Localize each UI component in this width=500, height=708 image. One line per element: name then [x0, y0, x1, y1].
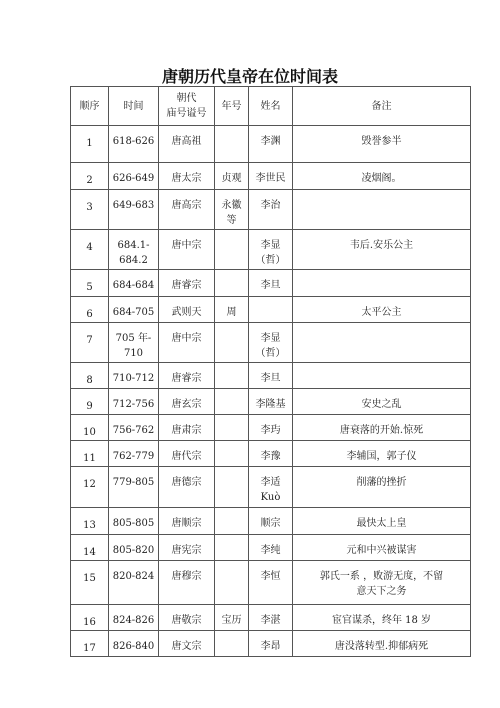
- cell-time: 712-756: [109, 389, 159, 415]
- cell-note: 毁誉参半: [293, 126, 471, 163]
- cell-order: 8: [71, 363, 109, 389]
- cell-time: 705 年- 710: [109, 323, 159, 363]
- header-temple-name: 朝代 庙号谥号: [159, 87, 215, 126]
- cell-temple-name: 唐中宗: [159, 323, 215, 363]
- cell-order: 13: [71, 508, 109, 535]
- cell-temple-name: 唐中宗: [159, 230, 215, 270]
- emperor-table: [70, 86, 471, 657]
- cell-order: 3: [71, 190, 109, 230]
- cell-name: 李显 （哲）: [249, 323, 293, 363]
- cell-time: 684-684: [109, 270, 159, 297]
- cell-order: 16: [71, 605, 109, 631]
- table-row: [71, 508, 471, 535]
- cell-order: 7: [71, 323, 109, 363]
- table-row: [71, 415, 471, 441]
- cell-name: 李渊: [249, 126, 293, 163]
- cell-name: 李湛: [249, 605, 293, 631]
- cell-note: 李辅国，郭子仪: [293, 441, 471, 467]
- cell-name: 李治: [249, 190, 293, 230]
- cell-era-name: [215, 389, 249, 415]
- cell-order: 10: [71, 415, 109, 441]
- cell-temple-name: 唐太宗: [159, 163, 215, 190]
- cell-name: 李纯: [249, 535, 293, 561]
- cell-era-name: [215, 631, 249, 657]
- cell-temple-name: 唐高祖: [159, 126, 215, 163]
- table-row: [71, 190, 471, 230]
- cell-era-name: [215, 270, 249, 297]
- table-row: [71, 323, 471, 363]
- cell-era-name: [215, 363, 249, 389]
- cell-name: 李隆基: [249, 389, 293, 415]
- cell-time: 710-712: [109, 363, 159, 389]
- cell-note: 削藩的挫折: [293, 467, 471, 508]
- cell-note: 唐衰落的开始.惊死: [293, 415, 471, 441]
- cell-era-name: 周: [215, 297, 249, 323]
- table-row: [71, 561, 471, 605]
- cell-era-name: [215, 126, 249, 163]
- cell-era-name: [215, 467, 249, 508]
- cell-name: 顺宗: [249, 508, 293, 535]
- cell-temple-name: 唐高宗: [159, 190, 215, 230]
- cell-name: 李旦: [249, 363, 293, 389]
- table-row: [71, 535, 471, 561]
- cell-note: 韦后.安乐公主: [293, 230, 471, 270]
- cell-time: 618-626: [109, 126, 159, 163]
- cell-note: 太平公主: [293, 297, 471, 323]
- cell-era-name: [215, 230, 249, 270]
- cell-order: 14: [71, 535, 109, 561]
- cell-order: 1: [71, 126, 109, 163]
- header-era-name: 年号: [215, 87, 249, 126]
- cell-note: 安史之乱: [293, 389, 471, 415]
- cell-note: 宦官谋杀，终年 18 岁: [293, 605, 471, 631]
- cell-order: 6: [71, 297, 109, 323]
- table-row: [71, 363, 471, 389]
- cell-temple-name: 唐睿宗: [159, 363, 215, 389]
- cell-temple-name: 唐穆宗: [159, 561, 215, 605]
- cell-order: 12: [71, 467, 109, 508]
- cell-temple-name: 唐文宗: [159, 631, 215, 657]
- table-row: [71, 467, 471, 508]
- cell-era-name: [215, 415, 249, 441]
- table-row: [71, 441, 471, 467]
- table-row: [71, 297, 471, 323]
- cell-order: 2: [71, 163, 109, 190]
- cell-time: 779-805: [109, 467, 159, 508]
- cell-temple-name: 唐顺宗: [159, 508, 215, 535]
- cell-time: 805-805: [109, 508, 159, 535]
- cell-era-name: [215, 561, 249, 605]
- page-title: 唐朝历代皇帝在位时间表: [161, 67, 338, 86]
- cell-note: 元和中兴被谋害: [293, 535, 471, 561]
- cell-time: 684.1- 684.2: [109, 230, 159, 270]
- cell-order: 11: [71, 441, 109, 467]
- cell-time: 820-824: [109, 561, 159, 605]
- cell-note: [293, 363, 471, 389]
- cell-name: 李恒: [249, 561, 293, 605]
- cell-name: 李世民: [249, 163, 293, 190]
- cell-order: 9: [71, 389, 109, 415]
- cell-time: 684-705: [109, 297, 159, 323]
- table-header-row: [71, 87, 471, 126]
- cell-order: 17: [71, 631, 109, 657]
- header-name: 姓名: [249, 87, 293, 126]
- table-row: [71, 163, 471, 190]
- cell-time: 626-649: [109, 163, 159, 190]
- cell-note: [293, 270, 471, 297]
- cell-name: 李显 （哲）: [249, 230, 293, 270]
- cell-time: 826-840: [109, 631, 159, 657]
- cell-temple-name: 唐敬宗: [159, 605, 215, 631]
- cell-time: 824-826: [109, 605, 159, 631]
- header-note: 备注: [293, 87, 471, 126]
- cell-temple-name: 武则天: [159, 297, 215, 323]
- cell-note: 郭氏一系 ，败游无度，不留 意天下之务: [293, 561, 471, 605]
- cell-note: 唐没落转型.抑郁病死: [293, 631, 471, 657]
- table-row: [71, 631, 471, 657]
- cell-era-name: [215, 535, 249, 561]
- header-order: 顺序: [71, 87, 109, 126]
- cell-temple-name: 唐睿宗: [159, 270, 215, 297]
- cell-name: 李昂: [249, 631, 293, 657]
- table-row: [71, 270, 471, 297]
- cell-name: 李适 Kuò: [249, 467, 293, 508]
- cell-note: 最快太上皇: [293, 508, 471, 535]
- cell-temple-name: 唐代宗: [159, 441, 215, 467]
- cell-era-name: [215, 441, 249, 467]
- cell-time: 756-762: [109, 415, 159, 441]
- cell-time: 649-683: [109, 190, 159, 230]
- cell-temple-name: 唐德宗: [159, 467, 215, 508]
- cell-temple-name: 唐玄宗: [159, 389, 215, 415]
- header-time: 时间: [109, 87, 159, 126]
- cell-note: [293, 190, 471, 230]
- cell-name: 李玙: [249, 415, 293, 441]
- cell-name: 李豫: [249, 441, 293, 467]
- cell-order: 15: [71, 561, 109, 605]
- cell-note: [293, 323, 471, 363]
- table-row: [71, 389, 471, 415]
- cell-time: 762-779: [109, 441, 159, 467]
- cell-temple-name: 唐肃宗: [159, 415, 215, 441]
- cell-era-name: [215, 508, 249, 535]
- cell-era-name: 宝历: [215, 605, 249, 631]
- cell-temple-name: 唐宪宗: [159, 535, 215, 561]
- table-row: [71, 126, 471, 163]
- cell-era-name: [215, 323, 249, 363]
- table-row: [71, 605, 471, 631]
- cell-order: 4: [71, 230, 109, 270]
- cell-name: 李旦: [249, 270, 293, 297]
- cell-time: 805-820: [109, 535, 159, 561]
- cell-note: 凌烟阁。: [293, 163, 471, 190]
- cell-name: [249, 297, 293, 323]
- cell-era-name: 永徽 等: [215, 190, 249, 230]
- table-row: [71, 230, 471, 270]
- cell-era-name: 贞观: [215, 163, 249, 190]
- cell-order: 5: [71, 270, 109, 297]
